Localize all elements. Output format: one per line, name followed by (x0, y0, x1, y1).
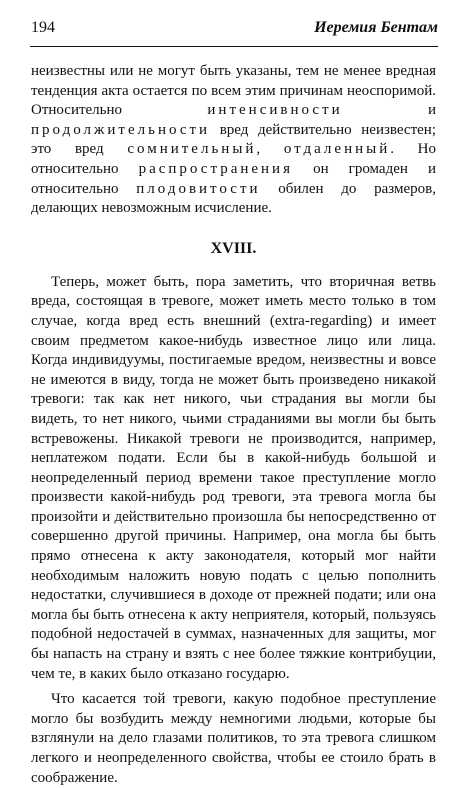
emphasis-extent: распространения (138, 160, 293, 177)
page-number: 194 (31, 19, 55, 36)
text-run: . Но относительно (31, 141, 436, 177)
emphasis-uncertain: сомнительный (127, 141, 257, 158)
running-title: Иеремия Бентам (314, 19, 438, 36)
text-run: вред действительно неизвестен; это вред (31, 121, 436, 158)
emphasis-intensity: интенсивности (207, 102, 343, 119)
emphasis-duration: продолжительности (31, 121, 211, 138)
emphasis-fecundity: плодовитости (136, 180, 261, 197)
text-run: , (256, 141, 284, 158)
header-rule (30, 46, 438, 47)
text-run: и (342, 102, 437, 119)
paragraph-continued (31, 62, 436, 219)
text-run: неизвестны или не могут быть указаны, тем не менее вредная тенденция акта остается по всем этим причинам неоспоримой. Относительно (31, 63, 436, 119)
emphasis-remote: отдаленный (283, 141, 391, 158)
text-run: он громаден и относительно (31, 160, 436, 197)
running-head (31, 18, 438, 40)
paragraph-politicians: Что касается той тревоги, какую подобное преступление могло бы возбудить между немногими людьми, которые бы взглянули на дело глазами политиков, то эта тревога слишком легкого и неопределенного свойства, чтобы ее стоило брать в соображение. (31, 691, 436, 786)
body-text (31, 62, 436, 788)
text-run: обилен до размеров, делающих невозможным исчисление. (31, 180, 436, 217)
paragraph-alarm: Теперь, может быть, пора заметить, что вторичная ветвь вреда, состоящая в тревоге, может иметь место только в том случае, когда вред есть внешний (extra-regarding) и имеет своим предметом какое-нибудь известное лицо или лица. Когда индивидуумы, постигаемые вредом, неизвестны и вовсе не имеются в виду, тогда не может быть произведено никакой тревоги: так как нет никого, чьи страдания вы могли бы видеть, то нет никого, чьими страданиями вы могли бы быть встревожены. Никакой тревоги не производится, например, неплатежом подати. Если бы в какой-нибудь большой и неопределенный период времени такое преступление могло произвести какой-нибудь род тревоги, эта тревога могла бы произойти и действительно произошла бы непосредственно от совершенно другой причины. Например, она могла бы быть прямо отнесена к акту законодателя, который мог найти необходимым наложить новую подать с целью пополнить недостатки, случившиеся в доходе от прежней подати; или она могла бы быть отнесена к акту неприятеля, который, пользуясь подобной недостачей в суммах, назначенных для защиты, мог бы напасть на страну и взять с нее более тяжкие контрибуции, чем те, в каких было отказано государю. (31, 273, 436, 682)
section-heading: XVIII. (210, 239, 257, 257)
